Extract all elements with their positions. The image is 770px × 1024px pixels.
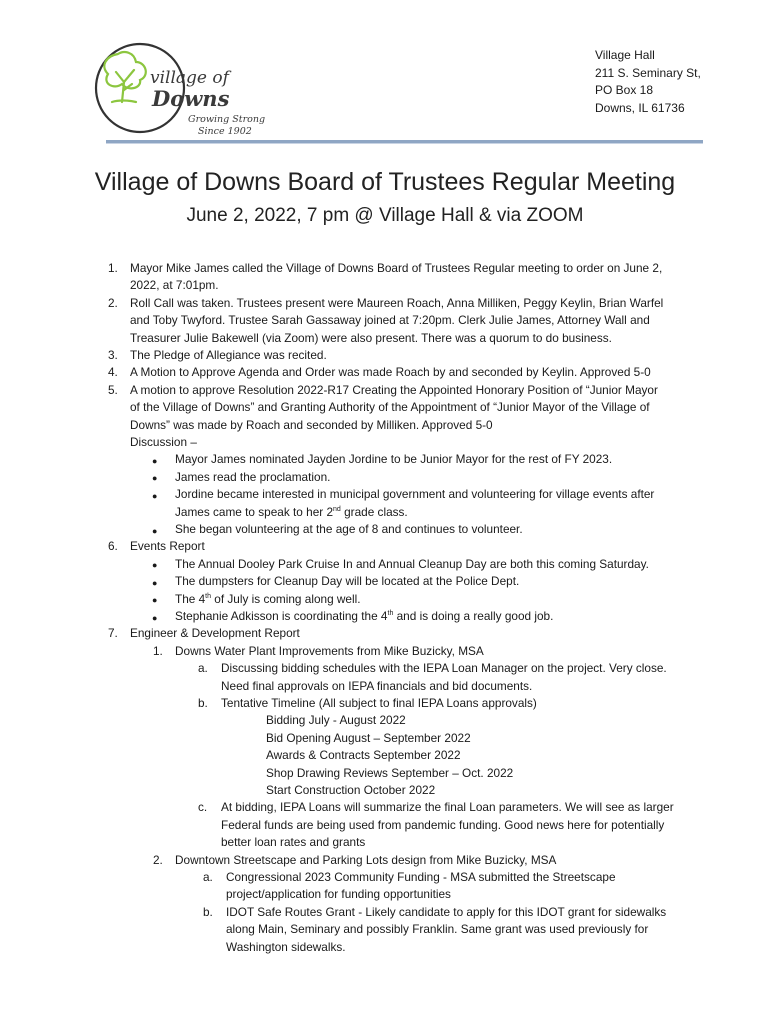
bullet-text: The dumpsters for Cleanup Day will be located at the Police Dept. — [175, 574, 520, 589]
list-item-text: Mayor Mike James called the Village of Downs Board of Trustees Regular meeting to order on June 2, — [130, 261, 663, 275]
list-item-text: Engineer & Development Report — [130, 626, 300, 641]
sublist-number: 1. — [153, 643, 163, 658]
sublist-text: Washington sidewalks. — [226, 939, 346, 954]
list-item-text: The Pledge of Allegiance was recited. — [130, 348, 327, 362]
list-item-text: of the Village of Downs” and Granting Authority of the Appointment of “Junior Mayor of the Village of — [130, 400, 650, 415]
timeline-entry: Bid Opening August – September 2022 — [266, 730, 471, 745]
list-item-text: A motion to approve Resolution 2022-R17 Creating the Appointed Honorary Position of “Junior Mayor — [130, 382, 658, 397]
address-line: Village Hall — [595, 48, 655, 62]
sublist-text: IDOT Safe Routes Grant - Likely candidate to apply for this IDOT grant for sidewalks — [226, 904, 667, 919]
page-subtitle: June 2, 2022, 7 pm @ Village Hall & via ZOOM — [186, 205, 584, 226]
header-divider — [106, 140, 703, 144]
logo-text-village-of: village of — [150, 68, 229, 88]
list-item-text: 2022, at 7:01pm. — [130, 278, 219, 293]
sublist-letter: a. — [198, 661, 208, 676]
list-number: 6. — [108, 539, 118, 554]
address-block — [595, 47, 701, 117]
sublist-letter: c. — [198, 800, 208, 815]
address-line: Downs, IL 61736 — [595, 100, 685, 115]
timeline-entry: Shop Drawing Reviews September – Oct. 2022 — [266, 765, 514, 780]
sublist-number: 2. — [153, 852, 163, 867]
sublist-text: Need final approvals on IEPA financials and bid documents. — [221, 678, 533, 693]
sublist-letter: a. — [203, 870, 213, 884]
sublist-text: Federal funds are being used from pandemic funding. Good news here for potentially — [221, 817, 665, 832]
list-number: 3. — [108, 348, 118, 362]
logo-text-growing-strong: Growing Strong — [188, 114, 266, 125]
sublist-text: Downs Water Plant Improvements from Mike Buzicky, MSA — [175, 643, 484, 658]
bullet-icon: ● — [152, 612, 158, 623]
bullet-icon: ● — [152, 595, 158, 606]
bullet-icon: ● — [152, 473, 158, 484]
bullet-text: Mayor James nominated Jayden Jordine to be Junior Mayor for the rest of FY 2023. — [175, 452, 613, 467]
bullet-text: She began volunteering at the age of 8 and continues to volunteer. — [175, 522, 523, 536]
timeline-entry: Start Construction October 2022 — [266, 783, 436, 797]
list-item-text: Roll Call was taken. Trustees present were Maureen Roach, Anna Milliken, Peggy Keylin, Brian Warfel — [130, 295, 664, 310]
list-item-text: Downs” was made by Roach and seconded by Milliken. Approved 5-0 — [130, 417, 493, 432]
list-number: 4. — [108, 365, 118, 380]
sublist-text: Discussing bidding schedules with the IEPA Loan Manager on the project. Very close. — [221, 661, 667, 676]
village-logo — [88, 40, 268, 140]
timeline-entry: Bidding July - August 2022 — [266, 713, 406, 728]
sublist-letter: b. — [203, 904, 213, 919]
address-line: 211 S. Seminary St, — [595, 65, 701, 80]
sublist-text: Tentative Timeline (All subject to final IEPA Loans approvals) — [221, 696, 537, 710]
bullet-text: James read the proclamation. — [175, 469, 331, 484]
sublist-text: better loan rates and grants — [221, 835, 366, 850]
timeline-entry: Awards & Contracts September 2022 — [266, 748, 461, 763]
list-item-text: A Motion to Approve Agenda and Order was made Roach by and seconded by Keylin. Approved 5-0 — [130, 365, 651, 380]
sublist-text: Downtown Streetscape and Parking Lots design from Mike Buzicky, MSA — [175, 852, 557, 867]
address-line: PO Box 18 — [595, 83, 654, 97]
page-title: Village of Downs Board of Trustees Regular Meeting — [94, 168, 676, 196]
bullet-text: The Annual Dooley Park Cruise In and Annual Cleanup Day are both this coming Saturday. — [175, 556, 649, 571]
sublist-text: along Main, Seminary and possibly Franklin. Same grant was used previously for — [226, 922, 649, 937]
list-item-text: Events Report — [130, 539, 205, 554]
sublist-text: project/application for funding opportunities — [226, 887, 451, 902]
list-number: 7. — [108, 626, 118, 641]
bullet-icon: ● — [152, 490, 158, 501]
bullet-text: Stephanie Adkisson is coordinating the 4th and is doing a really good job. — [175, 609, 554, 623]
bullet-text: The 4th of July is coming along well. — [175, 591, 361, 606]
sublist-text: Congressional 2023 Community Funding - MSA submitted the Streetscape — [226, 870, 616, 884]
sublist-text: At bidding, IEPA Loans will summarize the final Loan parameters. We will see as larger — [221, 800, 674, 815]
bullet-icon: ● — [152, 525, 158, 536]
list-number: 5. — [108, 382, 118, 397]
bullet-text: James came to speak to her 2nd grade class. — [175, 504, 408, 519]
list-number: 1. — [108, 261, 118, 275]
sublist-letter: b. — [198, 696, 208, 710]
bullet-icon: ● — [152, 560, 158, 571]
bullet-icon: ● — [152, 577, 158, 588]
tree-icon — [104, 52, 145, 102]
list-item-text: Treasurer Julie Bakewell (via Zoom) were also present. There was a quorum to do business. — [130, 330, 612, 345]
logo-text-since: Since 1902 — [198, 126, 252, 137]
list-number: 2. — [108, 295, 118, 310]
bullet-text: Jordine became interested in municipal government and volunteering for village events after — [175, 487, 655, 502]
list-item-text: Discussion – — [130, 435, 197, 449]
logo-text-downs: Downs — [152, 86, 230, 111]
bullet-icon: ● — [152, 456, 158, 466]
list-item-text: and Toby Twyford. Trustee Sarah Gassaway joined at 7:20pm. Clerk Julie James, Attorney Wall and — [130, 313, 650, 328]
